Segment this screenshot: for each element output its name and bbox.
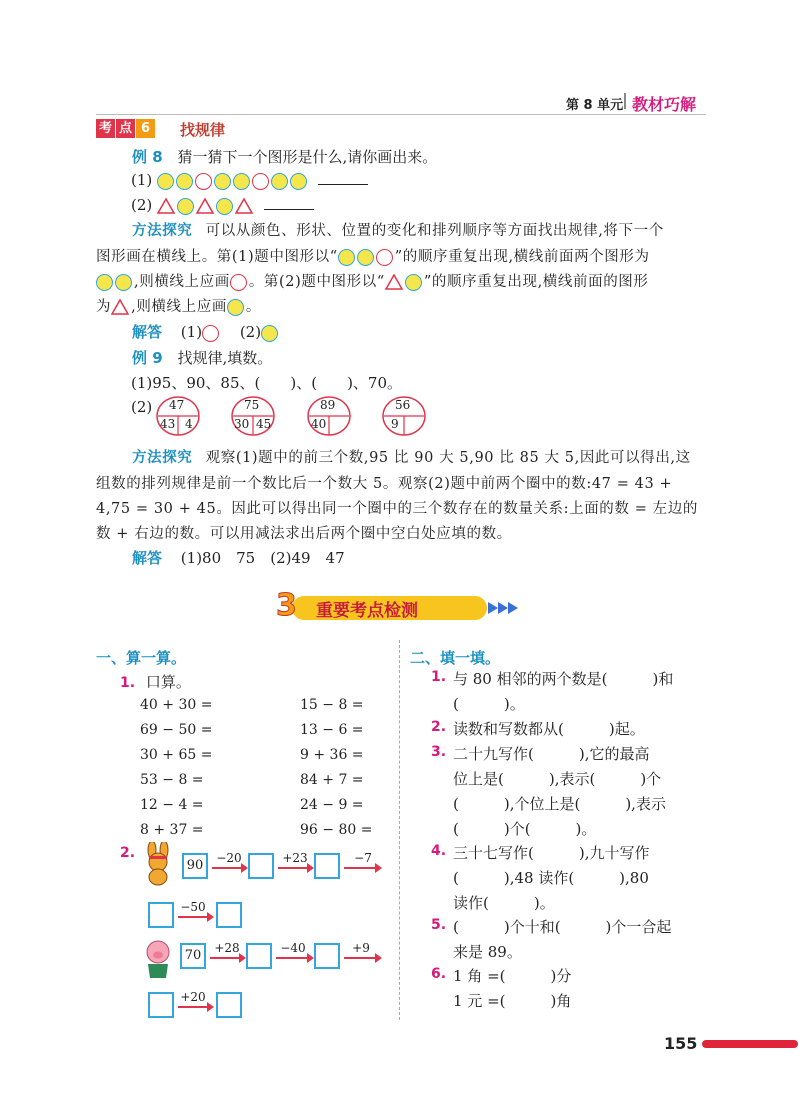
fill-line: 与 80 相邻的两个数是( )和 [453, 670, 674, 688]
fill-line: 二十九写作( ),它的最高 [453, 745, 650, 763]
yellow-circle-icon [115, 274, 132, 291]
question-number: 4. [431, 843, 447, 859]
circle-right-number: 4 [185, 417, 193, 431]
circle-right-number: 45 [256, 417, 272, 431]
part1-q1 [120, 671, 191, 692]
op-label: +23 [282, 851, 308, 865]
op-label: −40 [280, 941, 306, 955]
header-title: 教材巧解 [632, 95, 697, 114]
fill-line: ( )个( )。 [453, 820, 597, 838]
fill-line: ( )。 [453, 695, 525, 713]
header-separator [624, 93, 626, 109]
unit-label: 第 8 单元 [566, 98, 624, 113]
red-triangle-icon [196, 198, 214, 214]
calc-left: 12 − 4 = [140, 797, 204, 813]
number-box: 70 [180, 943, 206, 969]
calc-left: 69 − 50 = [140, 722, 213, 738]
banner-number: 3 [276, 588, 297, 623]
calc-left: 40 + 30 = [140, 697, 213, 713]
method-text: 。第(2)题中图形以“ [248, 274, 385, 290]
question-number: 3. [431, 744, 447, 760]
rabbit-icon [138, 842, 178, 886]
arrow-icon [210, 957, 244, 959]
ex8-label: 例 8 [132, 148, 163, 166]
circle-left-number: 9 [391, 417, 399, 431]
ex8-q1-label: (1) [131, 171, 153, 189]
method-text: ”的顺序重复出现,横线前面两个图形为 [394, 249, 650, 265]
fill-line: ( ),48 读作( ),80 [453, 869, 649, 887]
yellow-circle-icon [271, 173, 288, 190]
question-number: 6. [431, 966, 447, 982]
question-text: 口算。 [145, 673, 191, 691]
fill-line: 1 角 =( )分 [453, 967, 572, 985]
arrow-icon [212, 867, 246, 869]
yellow-circle-icon [176, 173, 193, 190]
question-number: 5. [431, 917, 447, 933]
ex9-q1: (1)95、90、85、( )、( )、70。 [131, 374, 403, 392]
op-label: −50 [180, 900, 206, 914]
op-label: +20 [180, 990, 206, 1004]
ex9-circle-1 [155, 396, 201, 436]
fill-line: 读作( )。 [453, 894, 555, 912]
yellow-circle-icon [261, 325, 278, 342]
page-number: 155 [664, 1034, 698, 1053]
arrow-icon [278, 867, 312, 869]
yellow-circle-icon [214, 173, 231, 190]
red-triangle-icon [385, 274, 403, 290]
calc-right: 9 + 36 = [300, 747, 364, 763]
red-circle-icon [252, 173, 269, 190]
method-text: 为 [96, 299, 112, 315]
calc-left: 8 + 37 = [140, 822, 204, 838]
arrow-icon [344, 957, 380, 959]
red-circle-icon [230, 274, 247, 291]
question-number: 2. [431, 719, 447, 735]
page-number-bar [702, 1040, 798, 1048]
yellow-circle-icon [157, 173, 174, 190]
red-circle-icon [202, 325, 219, 342]
part2-title: 二、填一填。 [410, 649, 501, 667]
fill-line: 1 元 =( )角 [453, 992, 572, 1010]
method-text: 。 [245, 299, 262, 315]
arrow-icon [276, 957, 312, 959]
red-triangle-icon [157, 198, 175, 214]
fill-line: 读数和写数都从( )起。 [453, 720, 645, 738]
ex9-circle-3 [306, 396, 352, 436]
ex8-text: 猜一猜下一个图形是什么,请你画出来。 [177, 148, 438, 166]
ex9-method-line3: 4,75 = 30 + 45。因此可以得出同一个圈中的三个数存在的数量关系:上面的数 = 左边的 [96, 501, 698, 517]
method-text: 图形画在横线上。第(1)题中图形以“ [96, 249, 338, 265]
yellow-circle-icon [227, 299, 244, 316]
yellow-circle-icon [233, 173, 250, 190]
ex8-q2 [131, 196, 314, 215]
ex8-method-line2 [96, 245, 650, 266]
header-rule [96, 114, 706, 115]
ex9-answer [132, 547, 345, 568]
circle-left-number: 30 [234, 417, 250, 431]
op-label: +9 [352, 941, 370, 955]
answer-box[interactable] [216, 992, 242, 1018]
calc-right: 96 − 80 = [300, 822, 373, 838]
circle-top-number: 47 [169, 398, 185, 412]
yellow-circle-icon [405, 274, 422, 291]
column-divider [399, 640, 400, 1020]
ex9-method-line4: 数 + 右边的数。可以用减法求出后两个圈中空白处应填的数。 [96, 526, 512, 542]
circle-left-number: 43 [160, 417, 176, 431]
ex9-text: 找规律,填数。 [177, 349, 273, 367]
calc-right: 13 − 6 = [300, 722, 364, 738]
method-text: 观察(1)题中的前三个数,95 比 90 大 5,90 比 85 大 5,因此可以得出,这 [205, 450, 691, 466]
fill-line: 来是 89。 [453, 943, 522, 961]
yellow-circle-icon [357, 249, 374, 266]
method-text: ,则横线上应画 [134, 274, 230, 290]
banner-title: 重要考点检测 [316, 601, 418, 621]
fill-line: 三十七写作( ),九十写作 [453, 844, 650, 862]
yellow-circle-icon [290, 173, 307, 190]
yellow-circle-icon [338, 249, 355, 266]
yellow-circle-icon [177, 198, 194, 215]
method-text: ,则横线上应画 [131, 299, 227, 315]
circle-top-number: 56 [395, 398, 411, 412]
answer-blank-line [264, 196, 314, 210]
method-label: 方法探究 [132, 450, 193, 466]
ex9-circle-2 [230, 396, 276, 436]
kaodian-tag [96, 118, 156, 138]
answer-label: 解答 [132, 549, 163, 567]
answer-1-label: (1) [180, 323, 203, 341]
method-text: ”的顺序重复出现,横线前面的图形 [423, 274, 649, 290]
method-text: 可以从颜色、形状、位置的变化和排列顺序等方面找出规律,将下一个 [205, 223, 664, 239]
answer-box[interactable] [314, 853, 340, 879]
answer-2-label: (2) [239, 323, 262, 341]
number-box: 90 [182, 853, 208, 879]
section-banner [272, 588, 522, 628]
red-triangle-icon [235, 198, 253, 214]
ex8-method-line1 [132, 219, 664, 240]
calc-left: 30 + 65 = [140, 747, 213, 763]
tag-char-3: 6 [136, 119, 155, 138]
ex9-header [132, 347, 272, 368]
arrow-icon [178, 1006, 212, 1008]
ex8-header [132, 146, 437, 167]
arrow-icon [344, 867, 380, 869]
calc-right: 24 − 9 = [300, 797, 364, 813]
circle-top-number: 89 [320, 398, 336, 412]
circle-left-number: 40 [311, 417, 327, 431]
fill-line: ( ),个位上是( ),表示 [453, 795, 666, 813]
answer-label: 解答 [132, 323, 163, 341]
part1-title: 一、算一算。 [96, 649, 187, 667]
answer-text: (1)80 75 (2)49 47 [180, 549, 345, 567]
red-circle-icon [195, 173, 212, 190]
ex8-q2-label: (2) [131, 196, 153, 214]
ex9-circle-4 [381, 396, 427, 436]
ex8-answer [132, 321, 280, 342]
yellow-circle-icon [216, 198, 233, 215]
calc-right: 15 − 8 = [300, 697, 364, 713]
question-number: 1. [120, 675, 136, 691]
circle-top-number: 75 [244, 398, 260, 412]
fill-line: ( )个十和( )个一合起 [453, 918, 672, 936]
kaodian-title: 找规律 [180, 121, 226, 139]
op-label: −7 [354, 851, 372, 865]
answer-blank-line [318, 171, 368, 185]
arrow-icon [178, 916, 212, 918]
ex9-q2-label: (2) [131, 398, 153, 416]
ex9-method-line1 [132, 446, 691, 467]
calc-left: 53 − 8 = [140, 772, 204, 788]
ex8-method-line4 [96, 295, 261, 316]
question-number: 1. [431, 669, 447, 685]
red-triangle-icon [111, 299, 129, 315]
question-number: 2. [120, 845, 136, 861]
ex9-label: 例 9 [132, 349, 163, 367]
op-label: −20 [216, 851, 242, 865]
op-label: +28 [214, 941, 240, 955]
fill-line: 位上是( ),表示( )个 [453, 770, 662, 788]
answer-box[interactable] [216, 902, 242, 928]
tag-char-1: 考 [96, 119, 115, 138]
red-circle-icon [376, 249, 393, 266]
ex8-method-line3 [96, 270, 649, 291]
yellow-circle-icon [96, 274, 113, 291]
calc-right: 84 + 7 = [300, 772, 364, 788]
ex9-method-line2: 组数的排列规律是前一个数比后一个数大 5。观察(2)题中前两个圈中的数:47 = 43 + [96, 476, 673, 492]
ex8-q1 [131, 171, 368, 190]
tag-char-2: 点 [116, 119, 135, 138]
pig-icon [138, 938, 178, 980]
method-label: 方法探究 [132, 223, 193, 239]
